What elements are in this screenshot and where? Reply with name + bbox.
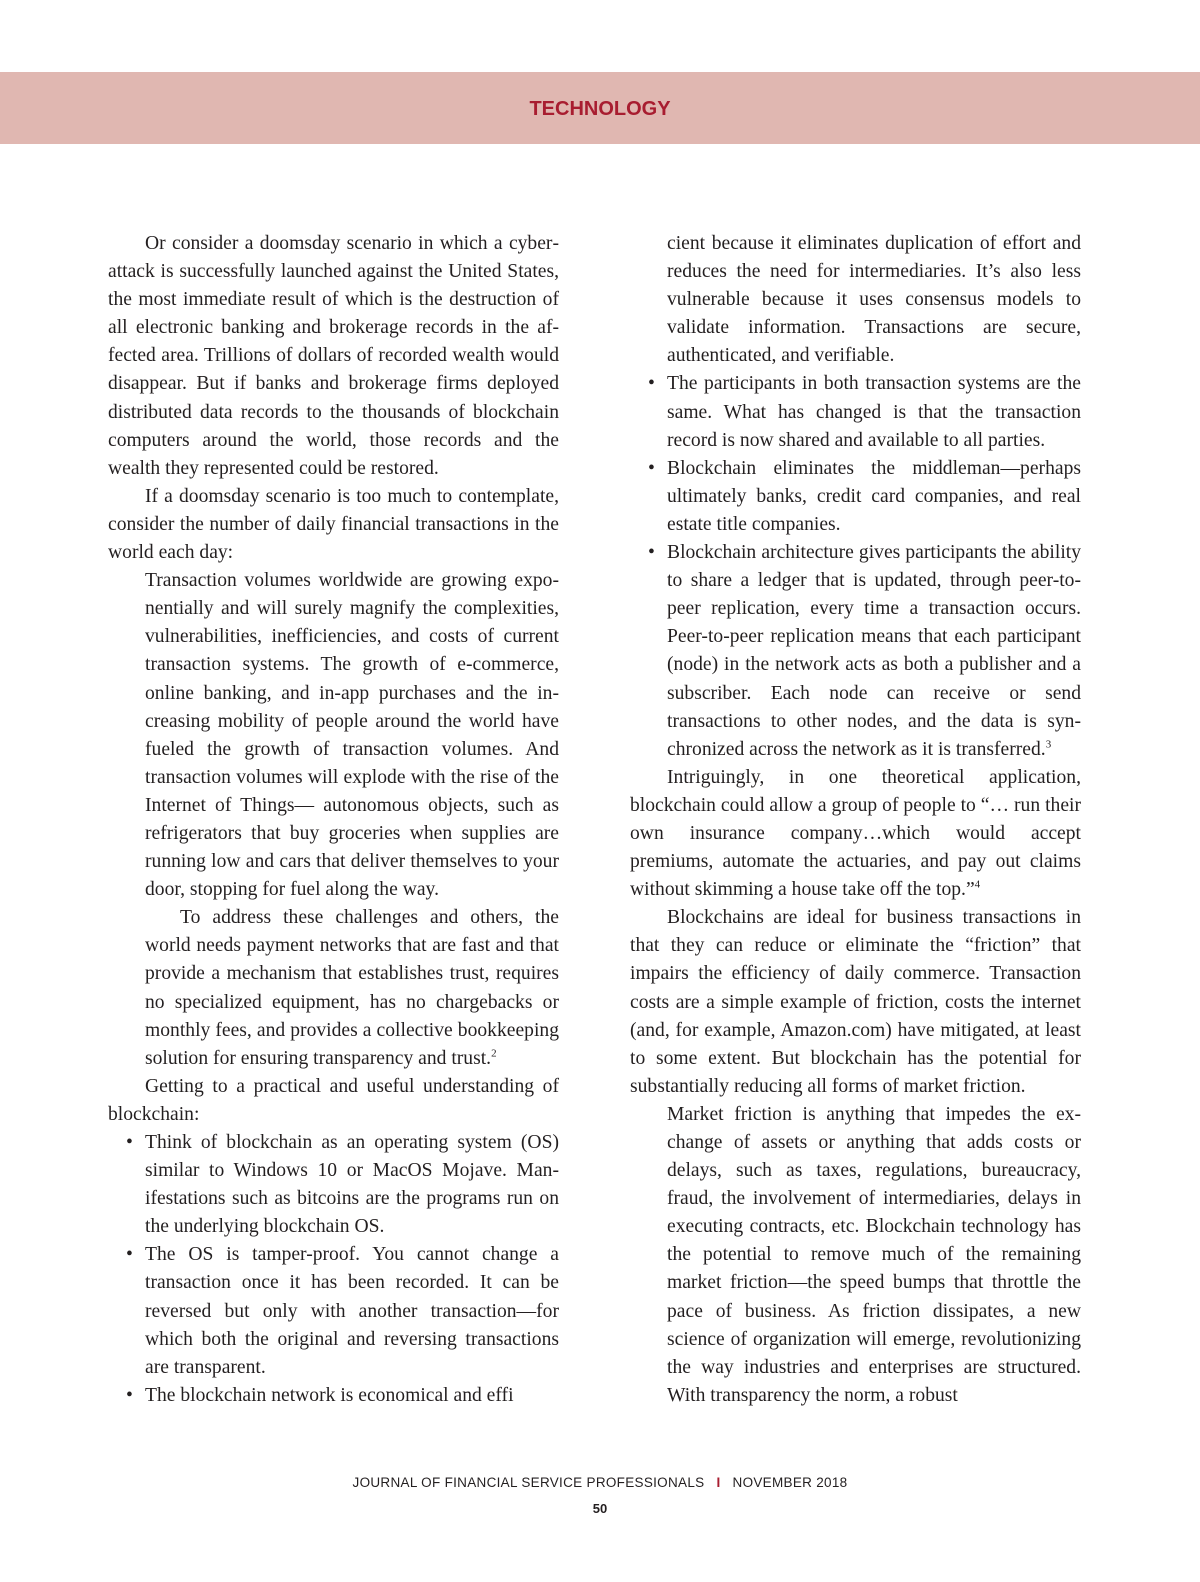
list-item-text: Blockchain architecture gives participants the ability to share a ledger that is updated, through peer-to-peer replication, every time a transaction occurs. Peer-to-peer replication means that each participant (node) in the network acts as both a publisher and a subscriber. Each node can receive or send transactions to other nodes, and the data is synchronized across the network as it is transferred. [667, 542, 1081, 760]
bullet-icon: • [126, 1132, 133, 1153]
issue-date: NOVEMBER 2018 [732, 1475, 848, 1490]
left-bullet-list [108, 1129, 559, 1410]
list-item [108, 1382, 559, 1410]
page-number: 50 [592, 1501, 608, 1516]
footnote-ref-3: 3 [1045, 738, 1052, 751]
bullet-icon: • [648, 542, 655, 564]
right-bullet-list [630, 370, 1081, 763]
block-quote-market-friction: Market friction is anything that impedes the exchange of assets or anything that adds costs or delays, such as taxes, regulations, bureaucracy, fraud, the involvement of intermediaries, delays in executing contracts, etc. Blockchain technology has the potential to remove much of the remaining market friction—the speed bumps that throttle the pace of business. As friction dissipates, a new science of organization will emerge, revolutionizing the way industries and enterprises are structured. With transparency the norm, a robust [667, 1103, 1081, 1406]
list-item-text: The OS is tamper-proof. You cannot change a transaction once it has been recorded. It can be reversed but only with another transaction—for which both the original and reversing transactions are transparent. [145, 1244, 559, 1378]
right-column [630, 230, 1081, 1410]
list-item [630, 455, 1081, 539]
list-item [108, 1129, 559, 1241]
block-quote-transaction-volumes: Transaction volumes worldwide are growing exponentially and will surely magnify the complexities, vulnerabilities, inefficiencies, and costs of current transaction systems. The growth of e-commerce, online banking, and in-app purchases and the increasing mobility of people around the world have fueled the growth of transaction volumes. And transaction volumes will explode with the rise of the Internet of Things— autonomous objects, such as refrigerators that buy groceries when supplies are running low and cars that deliver themselves to your door, stopping for fuel along the way. [145, 570, 559, 901]
list-item-text: Blockchain eliminates the middleman—perhaps ultimately banks, credit card companies, and real estate title companies. [667, 457, 1081, 535]
list-item-text: The participants in both transaction systems are the same. What has changed is that the transaction record is now shared and available to all parties. [667, 373, 1081, 451]
list-item [108, 1241, 559, 1381]
list-item-text: Think of blockchain as an operating system (OS) similar to Windows 10 or MacOS Mojave. Manifestations such as bitcoins are the programs run on the underlying blockchain OS. [145, 1132, 559, 1238]
list-item-text: The blockchain network is economical and effi [145, 1384, 514, 1406]
bullet-icon: • [648, 373, 655, 395]
paragraph-text: Intriguingly, in one theoretical application, blockchain could allow a group of people to “… run their own insurance company…which would accept premiums, automate the actuaries, and pay out claims without skimming a house take off the top.” [630, 766, 1081, 901]
list-item [630, 539, 1081, 764]
bullet-icon: • [126, 1244, 133, 1266]
paragraph-contemplate: If a doomsday scenario is too much to contemplate, consider the number of daily financial transactions in the world each day: [108, 485, 559, 564]
bullet-icon: • [126, 1384, 133, 1406]
section-title: TECHNOLOGY [529, 98, 671, 120]
journal-name: JOURNAL OF FINANCIAL SERVICE PROFESSIONALS [352, 1475, 705, 1490]
footnote-ref-2: 2 [491, 1047, 497, 1060]
paragraph-doomsday: Or consider a doomsday scenario in which a cyberattack is successfully launched against the United States, the most immediate result of which is the destruction of all electronic banking and brokerage records in the affected area. Trillions of dollars of recorded wealth would disappear. But if banks and brokerage firms deployed distributed data records to the thousands of blockchain computers around the world, those records and the wealth they represented could be restored. [108, 233, 559, 479]
paragraph-getting-understanding: Getting to a practical and useful understanding of blockchain: [108, 1075, 559, 1125]
left-column [108, 230, 559, 1410]
page-footer [0, 1475, 1200, 1490]
paragraph-blockchains-ideal: Blockchains are ideal for business transactions in that they can reduce or eliminate the “friction” that impairs the efficiency of daily commerce. Transaction costs are a simple example of friction, costs the internet (and, for example, Amazon.com) have mitigated, at least to some extent. But blockchain has the potential for substantially reducing all forms of market friction. [630, 907, 1081, 1097]
block-quote-payment-networks [145, 904, 559, 1073]
quote-text: To address these challenges and others, the world needs payment networks that are fast and that provide a mechanism that establishes trust, requires no specialized equipment, has no chargebacks or monthly fees, and provides a collective bookkeeping solution for ensuring transparency and trust. [145, 907, 559, 1069]
footnote-ref-4: 4 [974, 878, 981, 891]
list-item [630, 370, 1081, 454]
paragraph-intriguingly [630, 764, 1081, 904]
bullet-icon: • [648, 457, 655, 479]
bullet-continuation: cient because it eliminates duplication of effort and reduces the need for intermediaries. It’s also less vulnerable because it uses consensus models to validate information. Transactions are secure, authenticated, and verifiable. [667, 233, 1081, 367]
footer-separator: I [716, 1475, 721, 1490]
